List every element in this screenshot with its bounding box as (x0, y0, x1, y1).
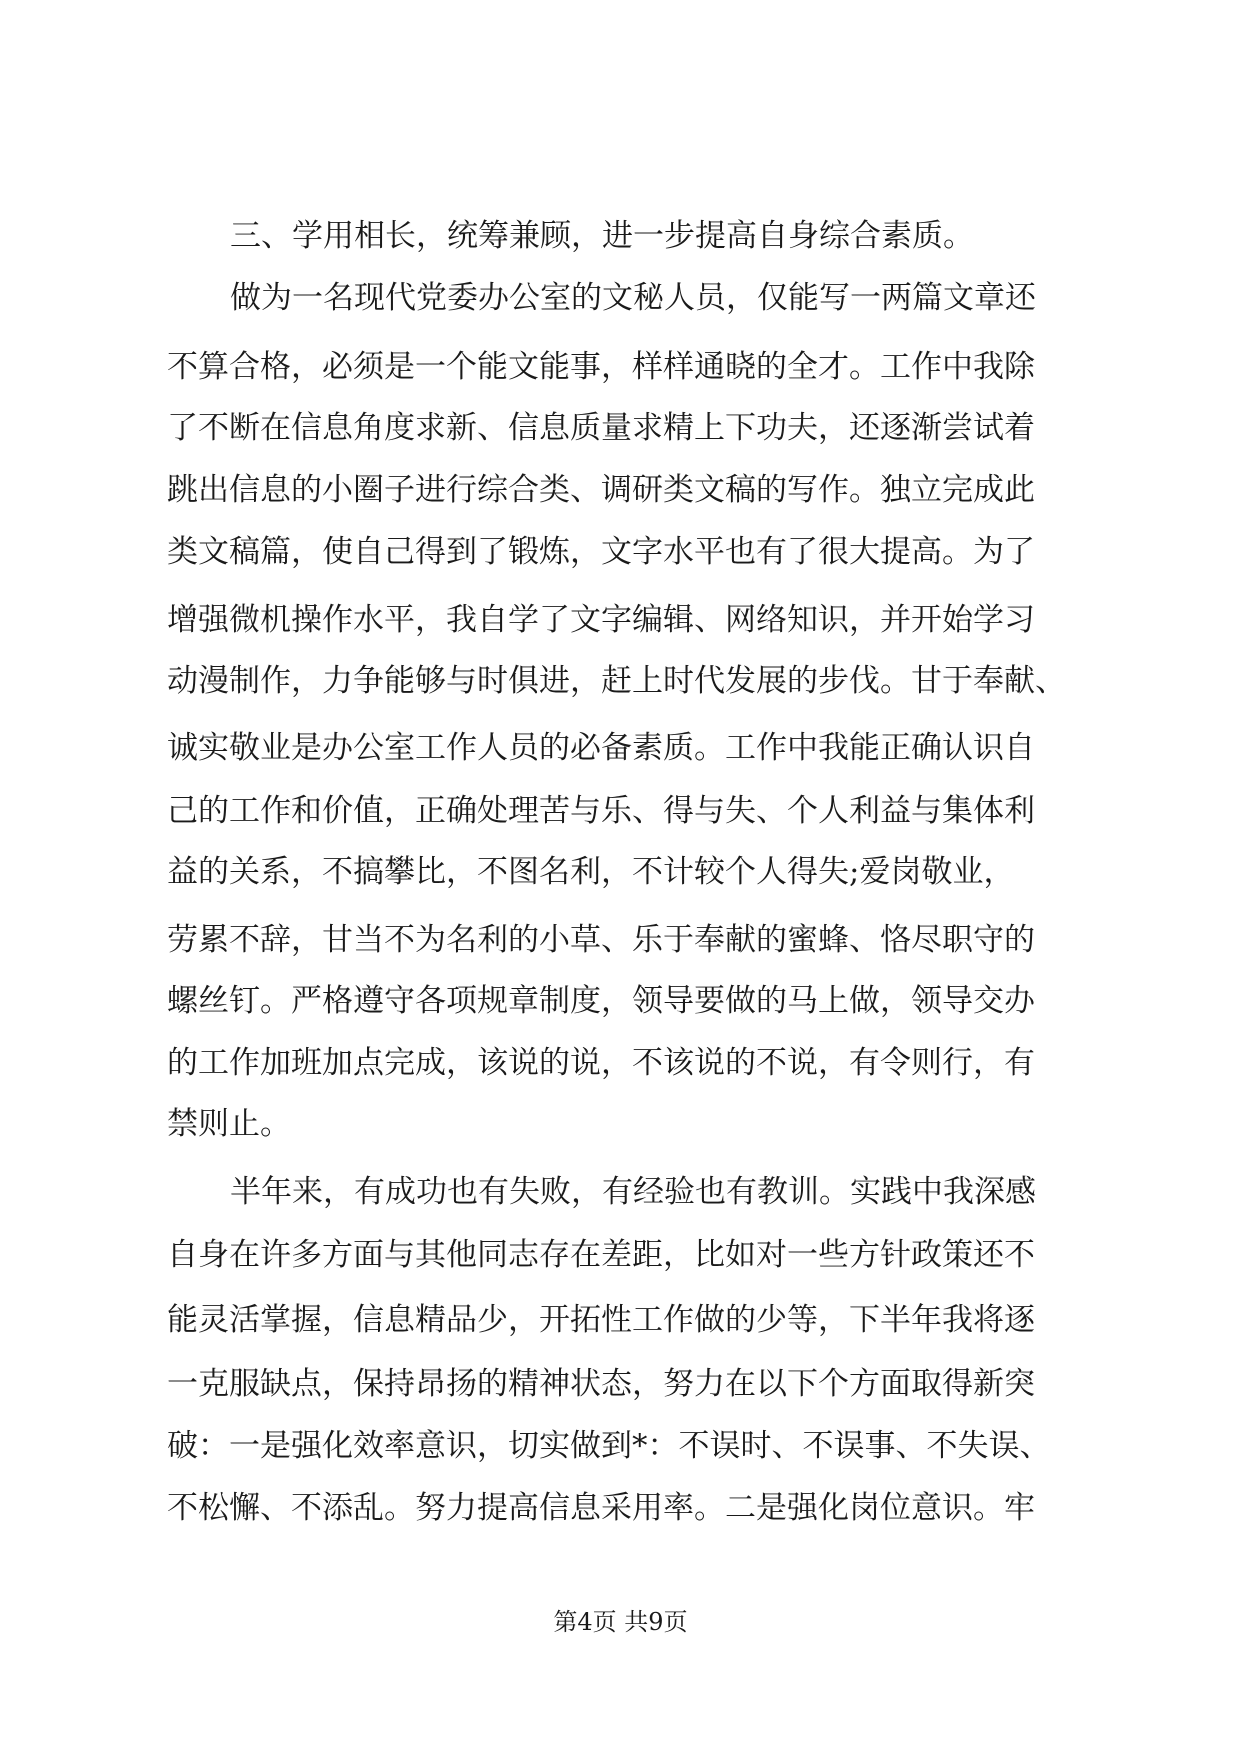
paragraph-text: 破：一是强化效率意识，切实做到*：不误时、不误事、不失误、 (167, 1428, 1051, 1464)
paragraph-text: 劳累不辞，甘当不为名利的小草、乐于奉献的蜜蜂、恪尽职守的 (167, 922, 1035, 958)
text-line (0, 337, 1241, 397)
paragraph-text: 的工作加班加点完成，该说的说，不该说的不说，有令则行，有 (167, 1045, 1035, 1081)
text-line (0, 842, 1241, 902)
paragraph-text: 己的工作和价值，正确处理苦与乐、得与失、个人利益与集体利 (167, 793, 1035, 829)
paragraph-text: 禁则止。 (167, 1106, 291, 1142)
paragraph-text: 能灵活掌握，信息精品少，开拓性工作做的少等，下半年我将逐 (167, 1302, 1035, 1338)
text-line (0, 590, 1241, 650)
text-line (0, 718, 1241, 778)
paragraph-text: 动漫制作，力争能够与时俱进，赶上时代发展的步伐。甘于奉献、 (167, 663, 1066, 699)
text-line (0, 1162, 1241, 1222)
text-line (0, 1354, 1241, 1414)
paragraph-text: 益的关系，不搞攀比，不图名利，不计较个人得失;爱岗敬业， (167, 854, 1015, 890)
paragraph-text: 类文稿篇，使自己得到了锻炼，文字水平也有了很大提高。为了 (167, 534, 1035, 570)
text-line (0, 781, 1241, 841)
text-line (0, 1290, 1241, 1350)
text-line (0, 460, 1241, 520)
text-line (0, 910, 1241, 970)
paragraph-text: 做为一名现代党委办公室的文秘人员，仅能写一两篇文章还 (230, 280, 1036, 316)
paragraph-text: 跳出信息的小圈子进行综合类、调研类文稿的写作。独立完成此 (167, 472, 1035, 508)
text-line (0, 1416, 1241, 1476)
paragraph-text: 自身在许多方面与其他同志存在差距，比如对一些方针政策还不 (167, 1237, 1035, 1273)
text-line (0, 1033, 1241, 1093)
text-line (0, 1478, 1241, 1538)
paragraph-text: 诚实敬业是办公室工作人员的必备素质。工作中我能正确认识自 (167, 730, 1035, 766)
text-line (0, 971, 1241, 1031)
text-line (0, 1225, 1241, 1285)
heading-text: 三、学用相长，统筹兼顾，进一步提高自身综合素质。 (230, 218, 974, 254)
paragraph-text: 了不断在信息角度求新、信息质量求精上下功夫，还逐渐尝试着 (167, 410, 1035, 446)
text-line (0, 206, 1241, 266)
text-line (0, 1094, 1241, 1154)
paragraph-text: 不算合格，必须是一个能文能事，样样通晓的全才。工作中我除 (167, 349, 1035, 385)
paragraph-text: 螺丝钉。严格遵守各项规章制度，领导要做的马上做，领导交办 (167, 983, 1035, 1019)
text-line (0, 398, 1241, 458)
text-line (0, 522, 1241, 582)
text-line (0, 268, 1241, 328)
paragraph-text: 不松懈、不添乱。努力提高信息采用率。二是强化岗位意识。牢 (167, 1490, 1035, 1526)
paragraph-text: 增强微机操作水平，我自学了文字编辑、网络知识，并开始学习 (167, 602, 1035, 638)
text-line (0, 651, 1241, 711)
paragraph-text: 半年来，有成功也有失败，有经验也有教训。实践中我深感 (230, 1174, 1036, 1210)
page-number-footer: 第4页 共9页 (553, 1608, 688, 1636)
paragraph-text: 一克服缺点，保持昂扬的精神状态，努力在以下个方面取得新突 (167, 1366, 1035, 1402)
